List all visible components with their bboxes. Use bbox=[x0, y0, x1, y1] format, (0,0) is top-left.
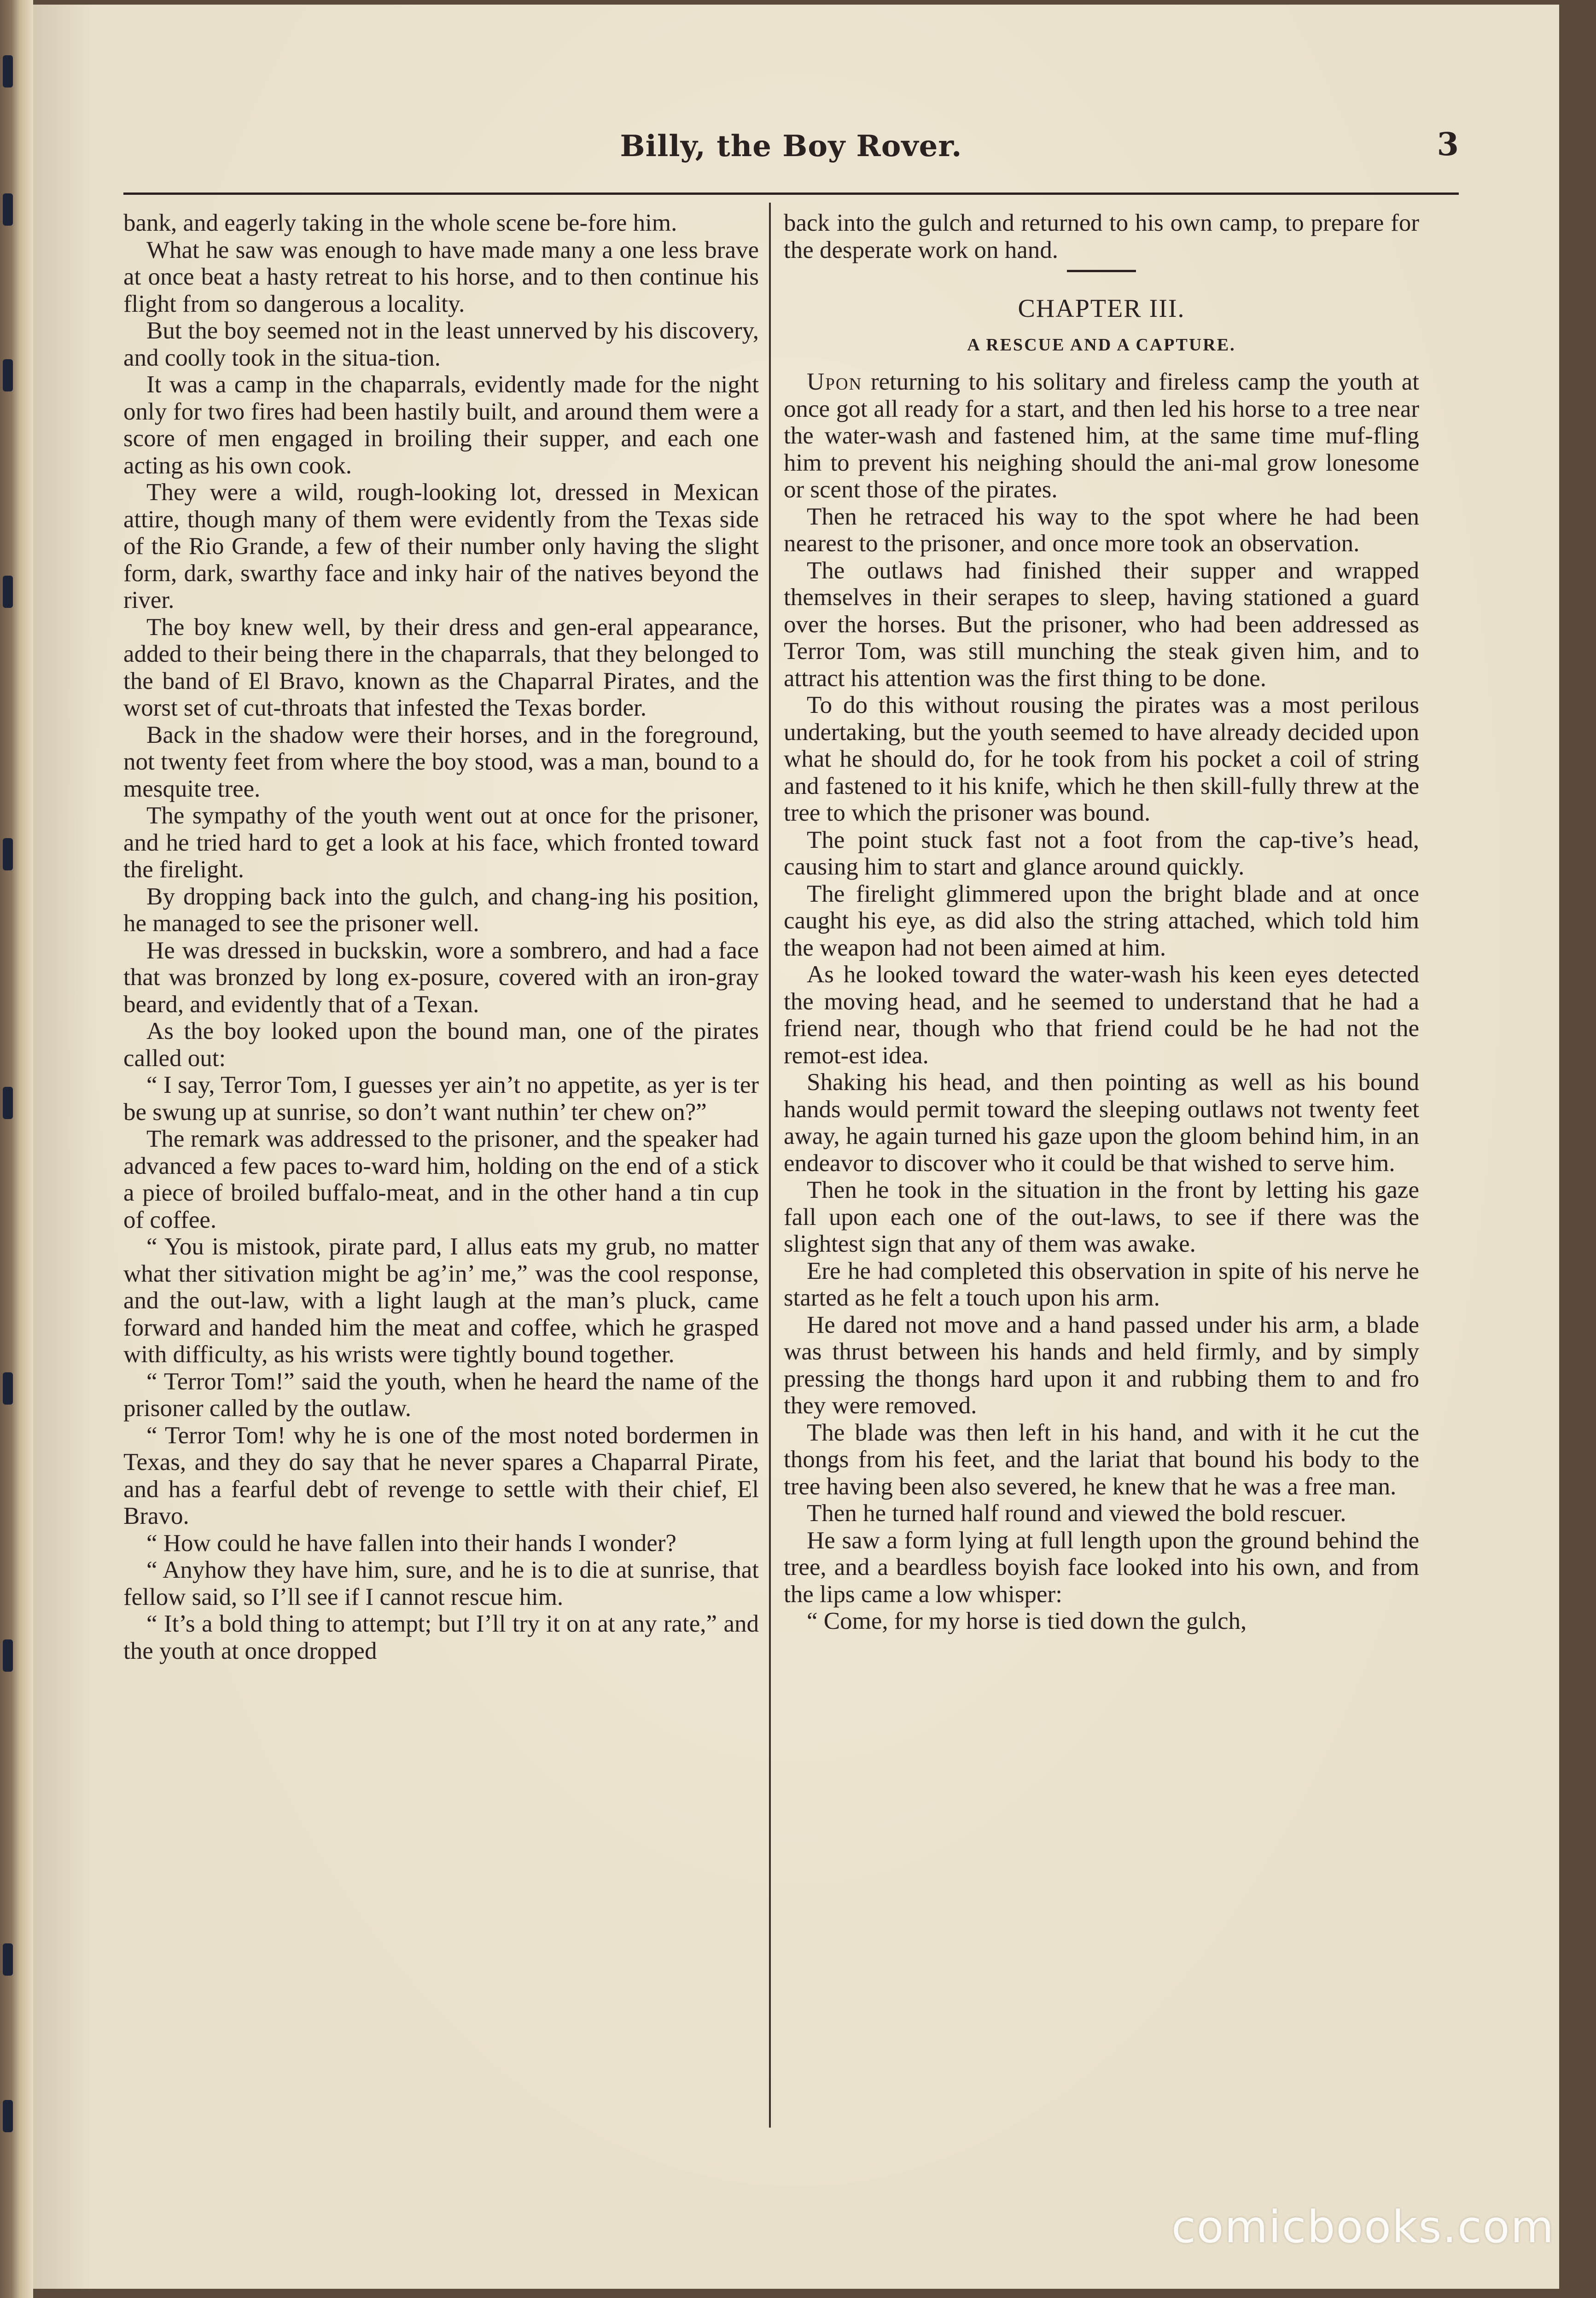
binding-stitch bbox=[3, 1943, 13, 1976]
paragraph: Ere he had completed this observation in spite of his nerve he started as he felt a touch upon his arm. bbox=[784, 1257, 1419, 1311]
paragraph: To do this without rousing the pirates was a most perilous undertaking, but the youth seemed to have already decided upon what he should do, for he took from his pocket a coil of string and fastened to it his knife, which he then skill-fully threw at the tree to which the prisoner was bound. bbox=[784, 692, 1419, 826]
paragraph: “ I say, Terror Tom, I guesses yer ain’t no appetite, as yer is ter be swung up at sunrise, so don’t want nuthin’ ter chew on?” bbox=[123, 1072, 759, 1126]
paragraph: It was a camp in the chaparrals, evidently made for the night only for two fires had been hastily built, and around them were a score of men engaged in broiling their supper, and each one acting as his own cook. bbox=[123, 371, 759, 479]
section-rule bbox=[1067, 270, 1136, 272]
paragraph: “ Come, for my horse is tied down the gulch, bbox=[807, 1608, 1247, 1634]
paragraph: As the boy looked upon the bound man, one of the pirates called out: bbox=[123, 1018, 759, 1072]
paragraph: “ Terror Tom!” said the youth, when he heard the name of the prisoner called by the outlaw. bbox=[123, 1368, 759, 1422]
paragraph-text: returning to his solitary and fireless camp the youth at once got all ready for a start, and then led his horse to a tree near the water-wash and fastened him, at the same time muf-fling him to prevent his neighing should the ani-mal grow lonesome or scent those of the pirates. bbox=[784, 368, 1419, 503]
paragraph: “ Anyhow they have him, sure, and he is to die at sunrise, that fellow said, so I’ll see if I cannot rescue him. bbox=[123, 1557, 759, 1610]
paragraph: He dared not move and a hand passed under his arm, a blade was thrust between his hands and held firmly, and by simply pressing the thongs hard upon it and rubbing them to and fro they were removed. bbox=[784, 1311, 1419, 1419]
binding-stitch bbox=[3, 1372, 13, 1405]
paragraph: As he looked toward the water-wash his keen eyes detected the moving head, and he seemed to understand that he had a friend near, though who that friend could be he had not the remot-est idea. bbox=[784, 961, 1419, 1069]
paragraph: But the boy seemed not in the least unnerved by his discovery, and coolly took in the situa-tion. bbox=[123, 317, 759, 371]
paragraph: “ Terror Tom! why he is one of the most noted bordermen in Texas, and they do say that he never spares a Chaparral Pirate, and has a fearful debt of revenge to settle with their chief, El Bravo. bbox=[123, 1422, 759, 1529]
right-column bbox=[784, 210, 1419, 1635]
column-divider bbox=[769, 203, 771, 2128]
paragraph: The outlaws had finished their supper and wrapped themselves in their serapes to sleep, having stationed a guard over the horses. But the prisoner, who had been addressed as Terror Tom, was still munching the steak given him, and to attract his attention was the first thing to be done. bbox=[784, 557, 1419, 692]
paragraph: Shaking his head, and then pointing as well as his bound hands would permit toward the sleeping outlaws not twenty feet away, he again turned his gaze upon the gloom behind him, in an endeavor to discover who it could be that wished to serve him. bbox=[784, 1069, 1419, 1177]
chapter-subtitle: A RESCUE AND A CAPTURE. bbox=[967, 335, 1236, 355]
chapter-title: CHAPTER III. bbox=[1018, 294, 1185, 323]
header-rule bbox=[123, 192, 1459, 195]
binding-stitch bbox=[3, 359, 13, 391]
paragraph: back into the gulch and returned to his own camp, to prepare for the desperate work on hand. bbox=[784, 210, 1419, 263]
left-column bbox=[123, 210, 759, 1664]
paragraph: The sympathy of the youth went out at once for the prisoner, and he tried hard to get a look at his face, which fronted toward the firelight. bbox=[123, 802, 759, 883]
paragraph: What he saw was enough to have made many a one less brave at once beat a hasty retreat to his horse, and to then continue his flight from so dangerous a locality. bbox=[123, 236, 759, 317]
paragraph: “ You is mistook, pirate pard, I allus eats my grub, no matter what ther sitivation might be ag’in’ me,” was the cool response, and the out-law, with a light laugh at the man’s pluck, came forward and handed him the meat and coffee, which he grasped with difficulty, as his wrists were tightly bound together. bbox=[123, 1233, 759, 1368]
drop-word: Upon bbox=[807, 368, 862, 395]
chapter-opening-paragraph bbox=[784, 368, 1419, 503]
binding-stitch bbox=[3, 838, 13, 870]
paragraph: Then he retraced his way to the spot where he had been nearest to the prisoner, and once more took an observation. bbox=[784, 503, 1419, 557]
binding-stitch bbox=[3, 576, 13, 608]
paragraph: “ How could he have fallen into their hands I wonder? bbox=[146, 1529, 676, 1557]
paragraph: The point stuck fast not a foot from the cap-tive’s head, causing him to start and glance around quickly. bbox=[784, 826, 1419, 880]
running-title: Billy, the Boy Rover. bbox=[620, 129, 962, 163]
paragraph: The remark was addressed to the prisoner, and the speaker had advanced a few paces to-ward him, holding on the end of a stick a piece of broiled buffalo-meat, and in the other hand a tin cup of coffee. bbox=[123, 1126, 759, 1233]
binding-stitch bbox=[3, 193, 13, 226]
binding-stitch bbox=[3, 55, 13, 87]
binding-stitch bbox=[3, 2100, 13, 2132]
binding-stitch bbox=[3, 1639, 13, 1672]
paragraph: The blade was then left in his hand, and with it he cut the thongs from his feet, and the lariat that bound his body to the tree having been also severed, he knew that he was a free man. bbox=[784, 1419, 1419, 1500]
page-number: 3 bbox=[1437, 126, 1459, 163]
paragraph: They were a wild, rough-looking lot, dressed in Mexican attire, though many of them were evidently from the Texas side of the Rio Grande, a few of their number only having the slight form, dark, swarthy face and inky hair of the natives beyond the river. bbox=[123, 479, 759, 613]
paragraph: The firelight glimmered upon the bright blade and at once caught his eye, as did also the string attached, which told him the weapon had not been aimed at him. bbox=[784, 880, 1419, 961]
paragraph: Back in the shadow were their horses, and in the foreground, not twenty feet from where the boy stood, was a man, bound to a mesquite tree. bbox=[123, 721, 759, 802]
paragraph: Then he took in the situation in the front by letting his gaze fall upon each one of the out-laws, to see if there was the slightest sign that any of them was awake. bbox=[784, 1177, 1419, 1257]
watermark-text: comicbooks.com bbox=[1171, 2201, 1555, 2253]
paragraph: Then he turned half round and viewed the bold rescuer. bbox=[807, 1500, 1346, 1527]
paragraph: He was dressed in buckskin, wore a sombrero, and had a face that was bronzed by long ex-posure, covered with an iron-gray beard, and evidently that of a Texan. bbox=[123, 937, 759, 1018]
page-header bbox=[123, 120, 1459, 175]
paragraph: He saw a form lying at full length upon the ground behind the tree, and a beardless boyish face looked into his own, and from the lips came a low whisper: bbox=[784, 1527, 1419, 1608]
paragraph: By dropping back into the gulch, and chang-ing his position, he managed to see the prisoner well. bbox=[123, 883, 759, 937]
paragraph: bank, and eagerly taking in the whole scene be-fore him. bbox=[123, 210, 677, 236]
paragraph: The boy knew well, by their dress and gen-eral appearance, added to their being there in the chaparrals, that they belonged to the band of El Bravo, known as the Chaparral Pirates, and the worst set of cut-throats that infested the Texas border. bbox=[123, 613, 759, 721]
book-binding bbox=[0, 0, 33, 2298]
binding-stitch bbox=[3, 1087, 13, 1119]
paragraph: “ It’s a bold thing to attempt; but I’ll try it on at any rate,” and the youth at once dropped bbox=[123, 1610, 759, 1664]
